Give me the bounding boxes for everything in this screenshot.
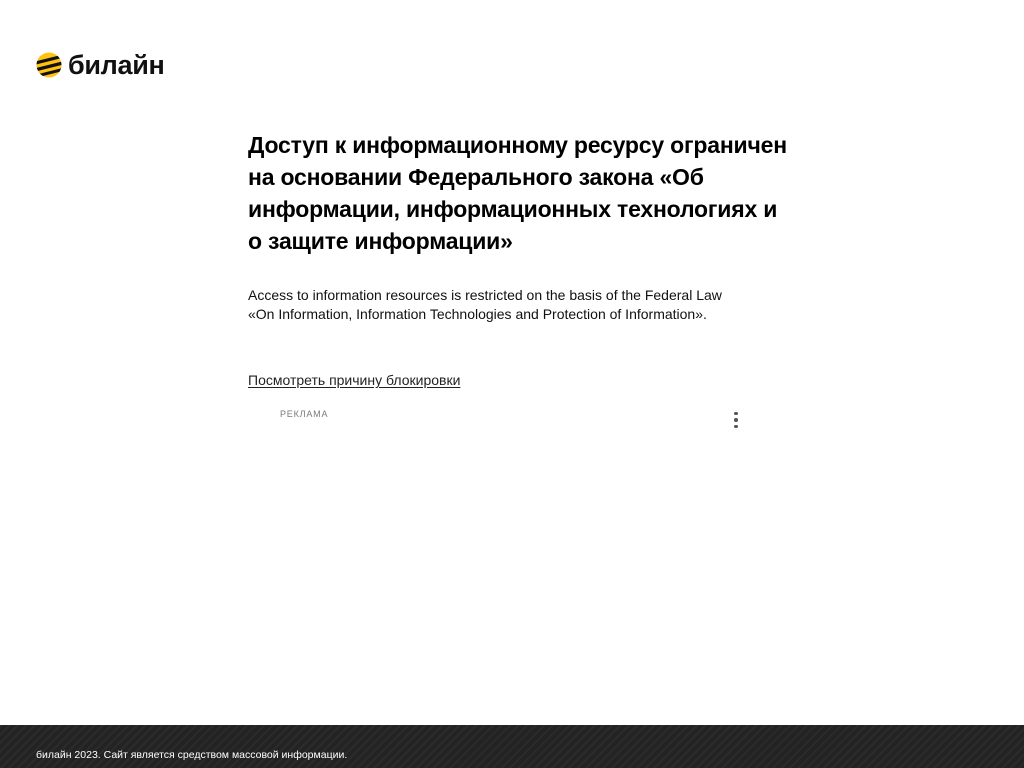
english-notice-line-1: Access to information resources is restricted on the basis of the Federal Law [248, 287, 722, 303]
menu-dot [734, 418, 738, 422]
view-block-reason-link[interactable]: Посмотреть причину блокировки [248, 372, 461, 388]
main-content [248, 129, 788, 324]
ad-label: РЕКЛАМА [280, 409, 329, 419]
footer-copyright: билайн 2023. Сайт является средством массовой информации. [36, 749, 348, 761]
beeline-stripes-icon [36, 52, 62, 78]
logo-wordmark: билайн [68, 50, 165, 80]
menu-dot [734, 425, 738, 429]
page-title: Доступ к информационному ресурсу ограничен на основании Федерального закона «Об информации, информационных технологиях и о защите информации» [248, 132, 787, 254]
beeline-logo[interactable] [36, 51, 165, 79]
english-notice-line-2: «On Information, Information Technologies and Protection of Information». [248, 306, 707, 322]
menu-dot [734, 412, 738, 416]
footer [0, 725, 1024, 768]
english-notice [248, 286, 788, 324]
more-vertical-icon[interactable] [726, 408, 746, 432]
